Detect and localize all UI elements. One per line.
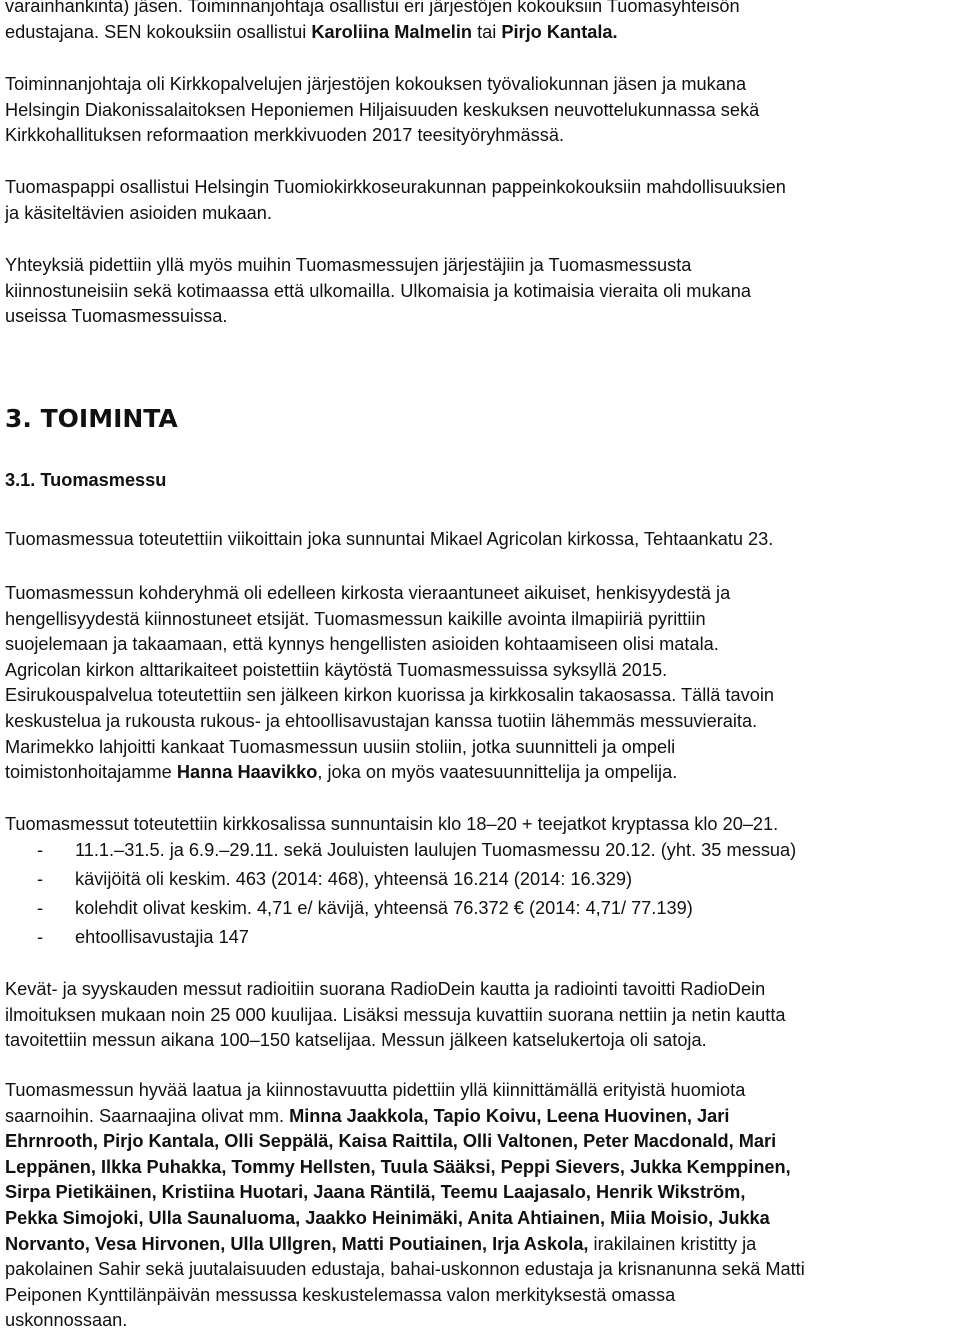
statistics-list: [5, 836, 955, 952]
preachers-paragraph: Tuomasmessun hyvää laatua ja kiinnostavuutta pidettiin yllä kiinnittämällä erityistä huomiota saarnoihin. Saarnaajina olivat mm. Minna Jaakkola, Tapio Koivu, Leena Huovinen, Jari Ehrnrooth, Pirjo Kantala, Olli Seppälä, Kaisa Raittila, Olli Valtonen, Peter Macdonald, Mari Leppänen, Ilkka Puhakka, Tommy Hellsten, Tuula Sääksi, Peppi Sievers, Jukka Kemppinen, Sirpa Pietikäinen, Kristiina Huotari, Jaana Räntilä, Teemu Laajasalo, Henrik Wikström, Pekka Simojoki, Ulla Saunaluoma, Jaakko Heinimäki, Anita Ahtiainen, Miia Moisio, Jukka Norvanto, Vesa Hirvonen, Ulla Ullgren, Matti Poutiainen, Irja Askola, irakilainen kristitty ja pakolainen Sahir sekä juutalaisuuden edustaja, bahai-uskonnon edustaja ja krisnanunna sekä Matti Peiponen Kynttilänpäivän messussa keskustelemassa valon merkityksestä omassa uskonnossaan.: [5, 1080, 805, 1331]
dash-bullet: -: [37, 869, 44, 889]
person-names: Norvanto, Vesa Hirvonen, Ulla Ullgren, Matti Poutiainen, Irja Askola,: [5, 1233, 589, 1254]
target-group-paragraph: Tuomasmessun kohderyhmä oli edelleen kirkosta vieraantuneet aikuiset, henkisyydestä ja hengellisyydestä kiinnostuneet etsijät. Tuomasmessun kaikille avointa ilmapiiriä pyrittiin suojelemaan ja takaamaan, että kynnys hengellisten asioiden kohtaamiseen olisi matala. Agricolan kirkon alttarikaiteet poistettiin käytöstä Tuomasmessuissa syksyllä 2015. Esirukouspalvelua toteutettiin sen jälkeen kirkon kuorissa ja kirkkosalin takaosassa. Tällä tavoin keskustelua ja rukousta rukous- ja ehtoollisavustajan kanssa tuotiin lähemmäs messuvieraita. Marimekko lahjoitti kankaat Tuomasmessun uusiin stoliin, jotka suunnitteli ja ompeli toimistonhoitajamme Hanna Haavikko, joka on myös vaatesuunnittelija ja ompelija.: [5, 583, 774, 783]
person-name: Pirjo Kantala.: [501, 21, 618, 42]
dash-bullet: -: [37, 898, 44, 918]
list-item: - kävijöitä oli keskim. 463 (2014: 468), yhteensä 16.214 (2014: 16.329): [5, 865, 955, 894]
person-names: Leppänen, Ilkka Puhakka, Tommy Hellsten, Tuula Sääksi, Peppi Sievers, Jukka Kemppinen,: [5, 1156, 791, 1177]
subsection-heading: 3.1. Tuomasmessu: [5, 470, 167, 490]
schedule-paragraph: Tuomasmessua toteutettiin viikoittain joka sunnuntai Mikael Agricolan kirkossa, Tehtaankatu 23.: [5, 529, 774, 549]
person-name: Karoliina Malmelin: [311, 21, 473, 42]
list-item: - kolehdit olivat keskim. 4,71 e/ kävijä, yhteensä 76.372 € (2014: 4,71/ 77.139): [5, 894, 955, 923]
contacts-paragraph: Yhteyksiä pidettiin yllä myös muihin Tuomasmessujen järjestäjiin ja Tuomasmessusta kiinnostuneisiin sekä kotimaassa että ulkomailla. Ulkomaisia ja kotimaisia vieraita oli mukana useissa Tuomasmessuissa.: [5, 255, 752, 327]
dash-bullet: -: [37, 927, 44, 947]
list-item: - ehtoollisavustajia 147: [5, 923, 955, 952]
person-names: Sirpa Pietikäinen, Kristiina Huotari, Jaana Räntilä, Teemu Laajasalo, Henrik Wikström,: [5, 1182, 746, 1203]
person-names: Ehrnrooth, Pirjo Kantala, Olli Seppälä, Kaisa Raittila, Olli Valtonen, Peter Macdonald, Mari: [5, 1131, 777, 1152]
priest-paragraph: Tuomaspappi osallistui Helsingin Tuomiokirkkoseurakunnan pappeinkokouksiin mahdollisuuksien ja käsiteltävien asioiden mukaan.: [5, 177, 786, 223]
radio-paragraph: Kevät- ja syyskauden messut radioitiin suorana RadioDein kautta ja radiointi tavoitti RadioDein ilmoituksen mukaan noin 25 000 kuulijaa. Lisäksi messuja kuvattiin suorana nettiin ja netin kautta tavoitettiin messun aikana 100–150 katselijaa. Messun jälkeen katselukertoja oli satoja.: [5, 979, 786, 1051]
list-item: - 11.1.–31.5. ja 6.9.–29.11. sekä Jouluisten laulujen Tuomasmessu 20.12. (yht. 35 messua): [5, 836, 955, 865]
dash-bullet: -: [37, 840, 44, 860]
times-paragraph: Tuomasmessut toteutettiin kirkkosalissa sunnuntaisin klo 18–20 + teejatkot kryptassa klo 20–21.: [5, 814, 779, 834]
person-names: Minna Jaakkola, Tapio Koivu, Leena Huovinen, Jari: [289, 1105, 730, 1126]
person-names: Pekka Simojoki, Ulla Saunaluoma, Jaakko Heinimäki, Anita Ahtiainen, Miia Moisio, Jukka: [5, 1207, 770, 1228]
committee-paragraph: Toiminnanjohtaja oli Kirkkopalvelujen järjestöjen kokouksen työvaliokunnan jäsen ja mukana Helsingin Diakonissalaitoksen Heponiemen Hiljaisuuden keskuksen neuvottelukunnassa sekä Kirkkohallituksen reformaation merkkivuoden 2017 teesityöryhmässä.: [5, 74, 760, 146]
intro-paragraph: varainhankinta) jäsen. Toiminnanjohtaja osallistui eri järjestöjen kokouksiin Tuomasyhteisön edustajana. SEN kokouksiin osallistui Karoliina Malmelin tai Pirjo Kantala.: [5, 0, 740, 42]
person-name: Hanna Haavikko: [176, 762, 318, 783]
section-heading: 3. TOIMINTA: [5, 404, 178, 433]
